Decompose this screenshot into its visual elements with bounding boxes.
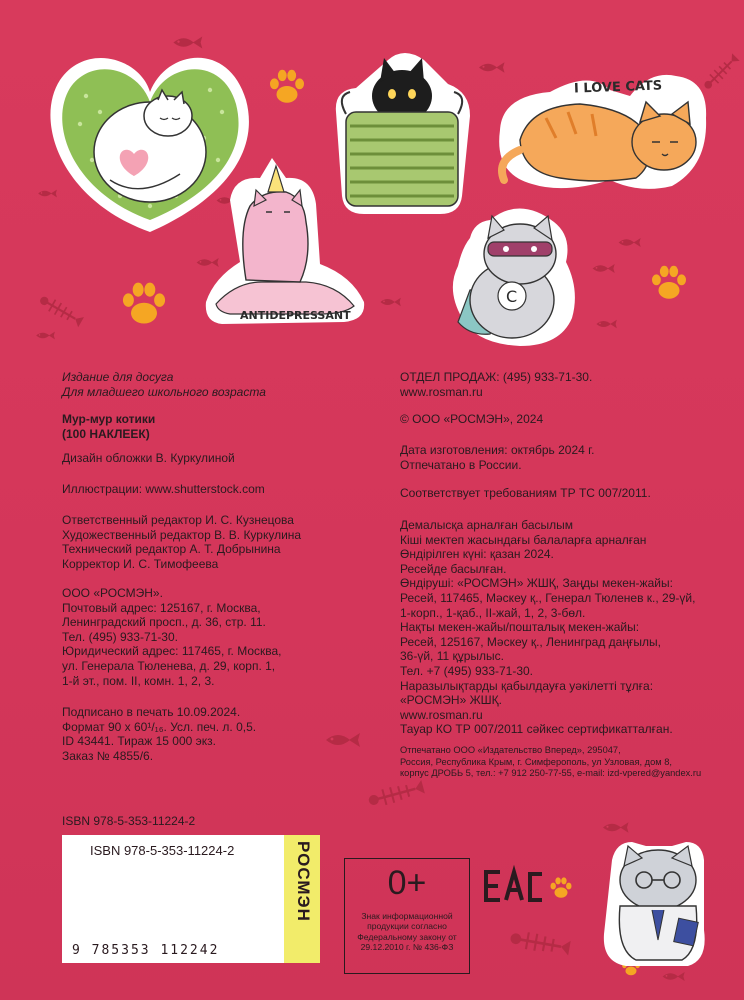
paw-icon (550, 877, 571, 897)
fishbone-icon (367, 779, 425, 809)
editor-line: Корректор И. С. Тимофеева (62, 556, 219, 571)
printer-line: Отпечатано ООО «Издательство Вперед», 295047, (400, 745, 621, 755)
book-title (62, 412, 155, 441)
antidepressant-label: ANTIDEPRESSANT (240, 309, 351, 322)
printer-line: Россия, Республика Крым, г. Симферополь, ул Узловая, дом 8, (400, 756, 672, 767)
kazakh-block (400, 518, 695, 737)
print-info-block (62, 705, 256, 763)
fish-icon (38, 190, 57, 198)
kazakh-line: Наразылықтарды қабылдауға уәкілетті тұлға: (400, 678, 654, 693)
kazakh-line: Тауар КО ТР 007/2011 сәйкес сертификатталған. (400, 722, 673, 737)
editor-line: Художественный редактор В. В. Куркулина (62, 527, 302, 542)
kazakh-line: 1-корп., 1-қаб., II-жай, 1, 2, 3-бөл. (400, 605, 586, 620)
basket-cat-sticker (336, 53, 470, 214)
paw-icon (270, 70, 304, 103)
paw-icon (123, 283, 165, 324)
publisher-line: ул. Генерала Тюленева, д. 29, корп. 1, (62, 658, 276, 673)
fish-icon (663, 972, 685, 981)
print-info-line: Заказ № 4855/6. (62, 748, 154, 763)
publisher-line: Ленинградский просп., д. 36, стр. 11. (62, 615, 266, 630)
title-line: Мур-мур котики (62, 412, 156, 426)
hero-cat-sticker (453, 208, 575, 346)
title-line: (100 НАКЛЕЕК) (62, 426, 150, 441)
kazakh-line: «РОСМЭН» ЖШҚ. (400, 693, 502, 708)
eac-mark (486, 872, 542, 900)
kazakh-line: Ресей, 125167, Мәскеу қ., Ленинград даңғылы, (400, 634, 661, 649)
date-line: Дата изготовления: октябрь 2024 г. (400, 443, 595, 457)
cover-design: Дизайн обложки В. Куркулиной (62, 451, 235, 465)
printer-line: корпус ДРОБЬ 5, тел.: +7 912 250-77-55, e-mail: izd-vpered@yandex.ru (400, 768, 702, 779)
barcode-isbn: ISBN 978-5-353-11224-2 (90, 843, 235, 858)
fish-icon (603, 822, 629, 833)
i-love-cats-label: I LOVE CATS (573, 78, 663, 97)
fishbone-icon (37, 293, 84, 328)
barcode-digits: 9 785353 112242 (72, 943, 220, 958)
publisher-line: ООО «РОСМЭН». (62, 586, 163, 600)
fish-icon (173, 37, 202, 49)
fish-icon (197, 258, 219, 267)
kazakh-line: 36-үй, 11 құрылыс. (400, 649, 505, 664)
fish-icon (479, 62, 505, 73)
date-line: Отпечатано в России. (400, 457, 522, 472)
fish-icon (619, 238, 641, 247)
print-info-line: Подписано в печать 10.09.2024. (62, 705, 241, 719)
publisher-line: Почтовый адрес: 125167, г. Москва, (62, 600, 261, 615)
kazakh-line: www.rosman.ru (400, 707, 483, 722)
fish-icon (380, 298, 400, 306)
fishbone-icon (701, 53, 740, 92)
heart-cat-sticker (50, 58, 248, 232)
kazakh-line: Өндірілген күні: қазан 2024. (400, 547, 554, 562)
illustrations-credit: Иллюстрации: www.shutterstock.com (62, 482, 265, 496)
genre-block (62, 370, 266, 399)
publisher-line: 1-й эт., пом. II, комн. 1, 2, 3. (62, 673, 215, 688)
publisher-line: Тел. (495) 933-71-30. (62, 629, 178, 644)
paw-icon (652, 266, 686, 299)
copyright: © ООО «РОСМЭН», 2024 (400, 412, 544, 426)
fish-icon (36, 332, 55, 340)
hero-letter: C (506, 287, 518, 306)
brand-strip (284, 835, 320, 963)
unicorn-cat-sticker (206, 158, 364, 324)
print-info-line: ID 43441. Тираж 15 000 экз. (62, 734, 216, 749)
isbn-line: ISBN 978-5-353-11224-2 (62, 814, 196, 828)
sales-block (400, 370, 592, 399)
editors-block (62, 513, 301, 571)
kazakh-line: Кіші мектеп жасындағы балаларға арналған (400, 532, 647, 547)
printer-block (400, 745, 701, 780)
age-rating-value: 0+ (387, 864, 427, 902)
barcode-panel (62, 835, 284, 963)
fish-icon (593, 264, 615, 273)
genre-line: Для младшего школьного возраста (62, 384, 266, 399)
editor-line: Технический редактор А. Т. Добрынина (62, 542, 281, 557)
publisher-block (62, 586, 282, 688)
fish-icon (596, 320, 616, 328)
dates-block (400, 443, 594, 472)
glasses-cat-sticker (604, 842, 705, 966)
kazakh-line: Өндіруші: «РОСМЭН» ЖШҚ, Заңды мекен-жайы: (400, 576, 673, 591)
brand-name: РОСМЭН (294, 841, 313, 922)
sales-line: ОТДЕЛ ПРОДАЖ: (495) 933-71-30. (400, 370, 593, 384)
kazakh-line: Ресей, 117465, Мәскеу қ., Генерал Тюленев к., 29-үй, (400, 590, 696, 605)
kazakh-line: Тел. +7 (495) 933-71-30. (400, 663, 534, 678)
print-info-line: Формат 90 х 60¹/₁₆. Усл. печ. л. 0,5. (62, 719, 257, 734)
publisher-line: Юридический адрес: 117465, г. Москва, (62, 644, 282, 659)
fish-icon (326, 733, 360, 747)
genre-line: Издание для досуга (62, 370, 174, 384)
fishbone-icon (509, 929, 571, 956)
kazakh-line: Ресейде басылған. (400, 561, 507, 576)
compliance: Соответствует требованиям ТР ТС 007/2011. (400, 486, 651, 500)
kazakh-line: Демалысқа арналған басылым (400, 518, 574, 532)
kazakh-line: Нақты мекен-жайы/пошталық мекен-жайы: (400, 620, 640, 635)
sales-line: www.rosman.ru (400, 384, 483, 399)
age-rating-text: Знак информационной продукции согласно Федеральному закону от 29.12.2010 г. № 436-ФЗ (357, 911, 457, 953)
editor-line: Ответственный редактор И. С. Кузнецова (62, 513, 294, 527)
age-rating-box (344, 858, 470, 974)
